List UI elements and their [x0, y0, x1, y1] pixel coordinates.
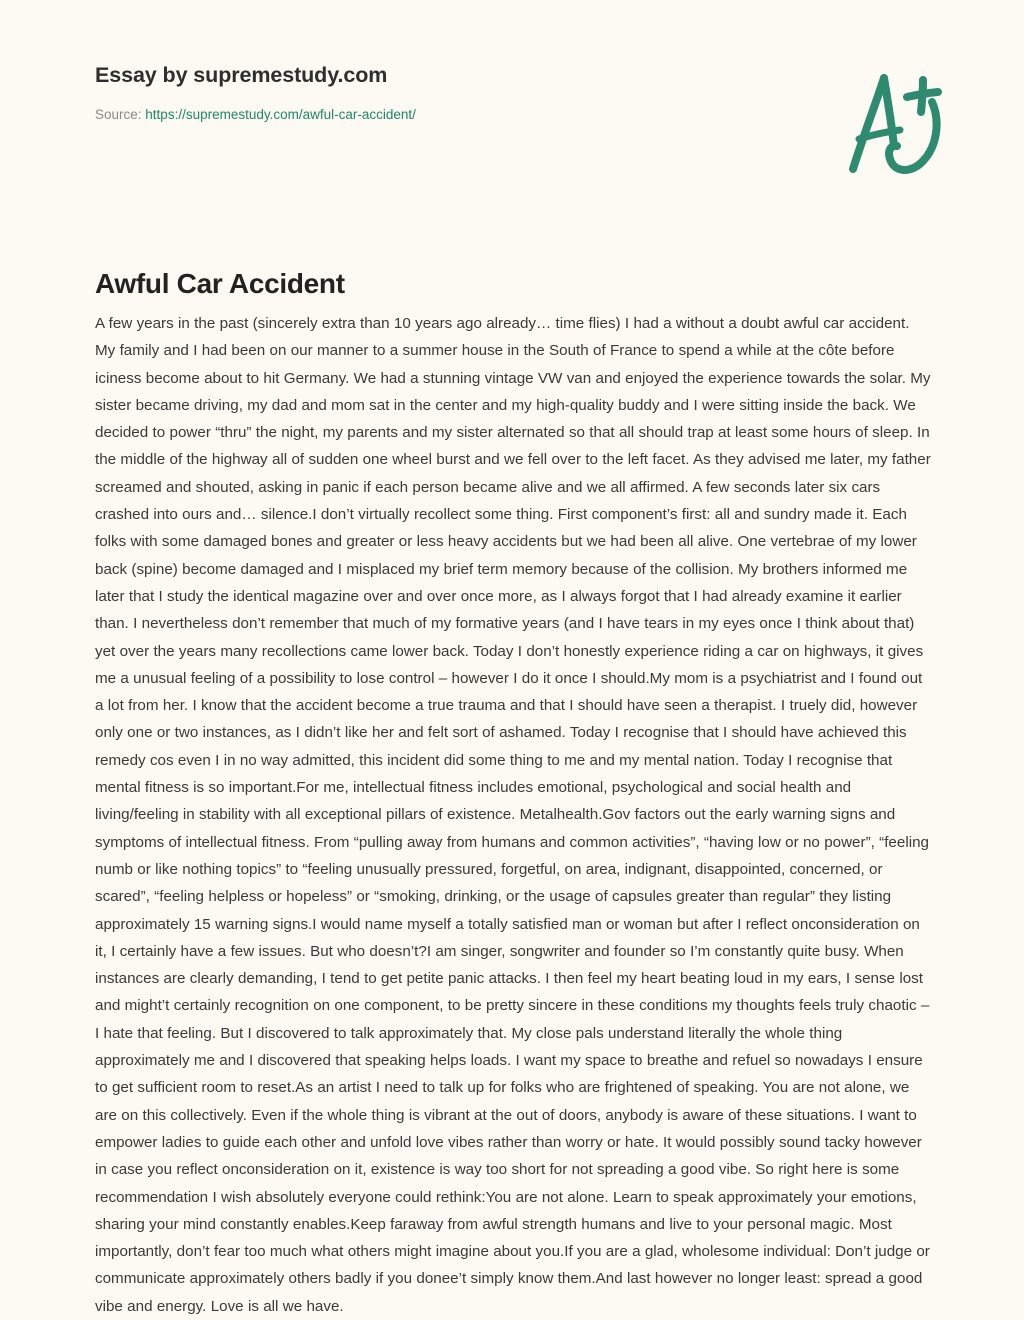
- essay-paragraph: A few years in the past (sincerely extra than 10 years ago already… time flies) I had a without a doubt awful car accident. My family and I had been on our manner to a summer house in the South of France to spend a while at the côte before iciness become about to hit Germany. We had a stunning vintage VW van and enjoyed the experience towards the solar. My sister became driving, my dad and mom sat in the center and my high-quality buddy and I were sitting inside the back. We decided to power “thru” the night, my parents and my sister alternated so that all should trap at least some hours of sleep. In the middle of the highway all of sudden one wheel burst and we fell over to the left facet. As they advised me later, my father screamed and shouted, asking in panic if each person became alive and we all affirmed. A few seconds later six cars crashed into ours and… silence.I don’t virtually recollect some thing. First component’s first: all and sundry made it. Each folks with some damaged bones and greater or less heavy accidents but we had been all alive. One vertebrae of my lower back (spine) become damaged and I misplaced my brief term memory because of the collision. My brothers informed me later that I study the identical magazine over and over once more, as I always forgot that I had already examine it earlier than. I nevertheless don’t remember that much of my formative years (and I have tears in my eyes once I think about that) yet over the years many recollections came lower back. Today I don’t honestly experience riding a car on highways, it gives me a unusual feeling of a possibility to lose control – however I do it once I should.My mom is a psychiatrist and I found out a lot from her. I know that the accident become a true trauma and that I should have seen a therapist. I truely did, however only one or two instances, as I didn’t like her and felt sort of ashamed. Today I recognise that I should have achieved this remedy cos even I in no way admitted, this incident did some thing to me and my mental nation. Today I recognise that mental fitness is so important.For me, intellectual fitness includes emotional, psychological and social health and living/feeling in stability with all exceptional pillars of existence. Metalhealth.Gov factors out the early warning signs and symptoms of intellectual fitness. From “pulling away from humans and common activities”, “having low or no power”, “feeling numb or like nothing topics” to “feeling unusually pressured, forgetful, on area, indignant, disappointed, concerned, or scared”, “feeling helpless or hopeless” or “smoking, drinking, or the usage of capsules greater than regular” they listing approximately 15 warning signs.I would name myself a totally satisfied man or woman but after I reflect onconsideration on it, I certainly have a few issues. But who doesn’t?I am singer, songwriter and founder so I’m constantly quite busy. When instances are clearly demanding, I tend to get petite panic attacks. I then feel my heart beating loud in my ears, I sense lost and might’t certainly recognition on one component, to be pretty sincere in these conditions my thoughts feels truly chaotic – I hate that feeling. But I discovered to talk approximately that. My close pals understand literally the whole thing approximately me and I discovered that speaking helps loads. I want my space to breathe and refuel so nowadays I ensure to get sufficient room to reset.As an artist I need to talk up for folks who are frightened of speaking. You are not alone, we are on this collectively. Even if the whole thing is vibrant at the out of doors, anybody is aware of these situations. I want to empower ladies to guide each other and unfold love vibes rather than worry or hate. It would possibly sound tacky however in case you reflect onconsideration on it, existence is way too short for not spreading a good vibe. So right here is some recommendation I wish absolutely everyone could rethink:You are not alone. Learn to speak approximately your emotions, sharing your mind constantly enables.Keep faraway from awful strength humans and live to your personal magic. Most importantly, don’t fear too much what others might imagine about you.If you are a glad, wholesome individual: Don’t judge or communicate approximately others badly if you donee’t simply know them.And last however no longer least: spread a good vibe and energy. Love is all we have.: [95, 315, 931, 1315]
- a-plus-logo-icon: [828, 66, 958, 191]
- page-header: [95, 63, 955, 123]
- essay-body: [95, 310, 933, 1320]
- source-link[interactable]: https://supremestudy.com/awful-car-accident/: [145, 106, 416, 122]
- source-line: [95, 106, 955, 124]
- page-title: Awful Car Accident: [95, 267, 345, 299]
- brand-logo[interactable]: [828, 66, 958, 191]
- brand-title: Essay by supremestudy.com: [95, 63, 388, 87]
- source-label: Source:: [95, 106, 142, 122]
